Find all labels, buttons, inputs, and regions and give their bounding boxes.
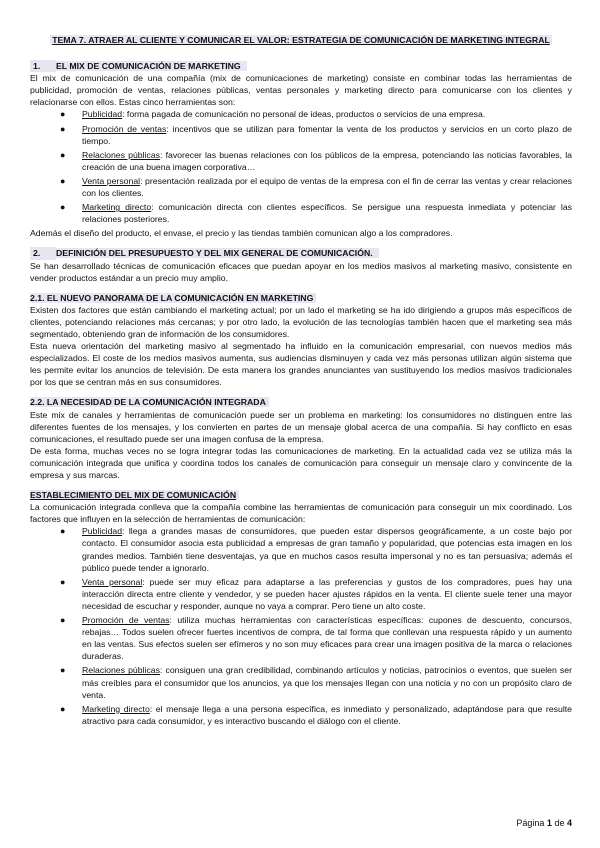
section-1-heading-text: EL MIX DE COMUNICACIÓN DE MARKETING	[56, 61, 244, 71]
list-item-term: Promoción de ventas	[82, 123, 167, 134]
list-item	[60, 703, 573, 727]
bullet-icon: ●	[60, 123, 66, 134]
section-2-text: Se han desarrollado técnicas de comunicación eficaces que puedan apoyar en los medios masivos al marketing masivo, consistente en vender productos estándar a un precio muy amplio.	[30, 260, 572, 283]
list-item-term: Marketing directo	[82, 202, 152, 213]
list-item	[60, 525, 572, 573]
section-2-2-paragraph-1: Este mix de canales y herramientas de comunicación puede ser un problema en marketing: los consumidores no distinguen entre las diferentes fuentes de los mensajes, y los convierten en partes de un mensaje global acerca de una compañía. Si hay conflicto en esas comunicaciones, el resultado puede ser una imagen confusa de la empresa.	[30, 409, 572, 444]
list-item	[60, 108, 572, 120]
list-item-text: : favorecer las buenas relaciones con los públicos de la empresa, potenciando las noticias favorables, la creación de una buena imagen corporativa…	[82, 149, 572, 172]
list-item	[60, 149, 572, 173]
list-item-term: Publicidad	[82, 526, 123, 537]
bullet-icon: ●	[60, 202, 66, 213]
list-item-text: : presentación realizada por el equipo de ventas de la empresa con el fin de cerrar las ventas y crear relaciones con los clientes.	[82, 175, 572, 199]
section-2-1-heading	[30, 292, 572, 304]
list-item-term: Publicidad	[82, 109, 123, 120]
list-item	[60, 175, 572, 199]
list-item	[60, 614, 572, 662]
bullet-icon: ●	[60, 149, 66, 160]
section-1-list	[30, 108, 572, 225]
page-number	[516, 818, 572, 828]
section-1-number: 1.	[30, 60, 56, 72]
section-2-1-paragraph-1: Existen dos factores que están cambiando el marketing actual; por un lado el marketing se ha ido dirigiendo a grupos más específicos de clientes, potenciando relaciones más cercanas; y por otro lado, la evolución de las tecnologías también hacen que el marketing sea más segmentado, obteniendo gran de información de los consumidores.	[30, 304, 572, 339]
bullet-icon: ●	[60, 665, 66, 676]
section-1-heading	[30, 60, 572, 72]
section-1-intro: El mix de comunicación de una compañía (mix de comunicaciones de marketing) consiste en combinar todas las herramientas de publicidad, promoción de ventas, relaciones públicas, ventas personales y marketing directo para comunicarse con los clientes y relacionarse con ellos. Estas cinco herramientas son:	[30, 73, 572, 108]
list-item-text: : puede ser muy eficaz para adaptarse a las preferencias y gustos de los compradores, pues hay una interacción directa entre cliente y vendedor, y se pueden hacer ajustes rápidos en la venta. El cliente suele tener una mayor necesidad de escuchar y responder, aunque no vaya a comprar. Pero tiene un alto coste.	[82, 576, 572, 611]
section-2-1-heading-text: 2.1. EL NUEVO PANORAMA DE LA COMUNICACIÓN EN MARKETING	[30, 293, 316, 303]
page-number-sep: de	[554, 818, 565, 828]
list-item-text: : incentivos que se utilizan para fomentar la venta de los productos y servicios en un corto plazo de tiempo.	[82, 123, 572, 146]
bullet-icon: ●	[60, 615, 66, 626]
section-2-2-heading	[30, 396, 572, 408]
section-3-intro: La comunicación integrada conlleva que la compañía combine las herramientas de comunicación para conseguir un mix coordinado. Los factores que influyen en la selección de herramientas de comunicación:	[30, 502, 572, 525]
list-item-term: Relaciones públicas	[82, 149, 161, 160]
list-item	[60, 201, 572, 225]
list-item-term: Venta personal	[82, 576, 143, 587]
list-item-text: : consiguen una gran credibilidad, combinando artículos y noticias, patrocinios o eventos, que suelen ser más creíbles para el consumidor que los anuncios, ya que los mensajes llegan con una noticia y no con un propósito claro de venta.	[82, 665, 572, 700]
list-item-term: Venta personal	[82, 175, 141, 186]
section-2-2-paragraph-2: De esta forma, muchas veces no se logra integrar todas las comunicaciones de marketing. En la actualidad cada vez se utiliza más la comunicación integrada que unifica y coordina todos los canales de comunicación para conseguir un mensaje claro y convincente de la empresa y sus marcas.	[30, 445, 572, 480]
section-1-outro: Además el diseño del producto, el envase, el precio y las tiendas también comunican algo a los compradores.	[30, 228, 453, 239]
section-2-1-paragraph-2: Esta nueva orientación del marketing masivo al segmentado ha influido en la comunicación empresarial, con nuevos medios más especializados. El coste de los medios masivos aumenta, sus audiencias disminuyen y cada vez más personas utilizan algún sistema que les permite evitar los anuncios de televisión. De esta manera los grandes anunciantes van sustituyendo los medios masivos tradicionales por los que se centran más en sus consumidores.	[30, 341, 572, 388]
list-item	[60, 123, 572, 147]
page-number-label: Página	[516, 818, 545, 828]
section-2-heading	[30, 247, 572, 259]
section-2-heading-text: DEFINICIÓN DEL PRESUPUESTO Y DEL MIX GENERAL DE COMUNICACIÓN.	[56, 248, 376, 258]
list-item-text: : llega a grandes masas de consumidores, que pueden estar dispersos geográficamente, a un coste bajo por contacto. El consumidor asocia esta publicidad a empresas de gran tamaño y popularidad, que potencias esta imagen en los grandes medios. También tiene desventajas, ya que en muchos casos resulta impersonal y no es tan persuasiva; además el público puede tender a ignorarlo.	[82, 526, 572, 573]
list-item	[60, 576, 572, 612]
bullet-icon: ●	[60, 703, 66, 714]
section-3-heading	[30, 489, 572, 501]
bullet-icon: ●	[60, 526, 66, 537]
list-item-term: Marketing directo	[82, 703, 150, 714]
list-item	[60, 664, 572, 700]
bullet-icon: ●	[60, 109, 66, 120]
list-item-text: : el mensaje llega a una persona específica, es inmediato y personalizado, adaptándose para que resulte atractivo para cada consumidor, y es interactivo buscando el diálogo con el cliente.	[82, 703, 573, 726]
list-item-term: Relaciones públicas	[82, 665, 160, 676]
bullet-icon: ●	[60, 175, 66, 186]
page-number-total: 4	[566, 818, 572, 828]
section-2-number: 2.	[30, 247, 56, 259]
list-item-term: Promoción de ventas	[82, 615, 170, 626]
section-3-list	[30, 525, 572, 727]
bullet-icon: ●	[60, 576, 66, 587]
document-title-text: TEMA 7. ATRAER AL CLIENTE Y COMUNICAR EL VALOR: ESTRATEGIA DE COMUNICACIÓN DE MARKETING INTEGRAL	[52, 35, 550, 45]
page-number-current: 1	[546, 818, 552, 828]
document-page	[30, 34, 572, 729]
document-title	[30, 34, 572, 46]
section-3-heading-text: ESTABLECIMIENTO DEL MIX DE COMUNICACIÓN	[30, 490, 239, 500]
list-item-text: : comunicación directa con clientes específicos. Se persigue una respuesta inmediata y potenciar las relaciones posteriores.	[82, 202, 572, 225]
section-2-2-heading-text: 2.2. LA NECESIDAD DE LA COMUNICACIÓN INTEGRADA	[30, 397, 269, 407]
list-item-text: : utiliza muchas herramientas con características específicas: cupones de descuento, concursos, rebajas… Todos suelen ofrecer fuertes incentivos de compra, de tal forma que conllevan una respuesta rápido y un aumento en las ventas. Sus efectos suelen ser efímeros y no son muy eficaces para crear una imagen positiva de la marca o relaciones duraderas.	[82, 615, 572, 662]
list-item-text: : forma pagada de comunicación no personal de ideas, productos o servicios de una empresa.	[122, 109, 486, 120]
